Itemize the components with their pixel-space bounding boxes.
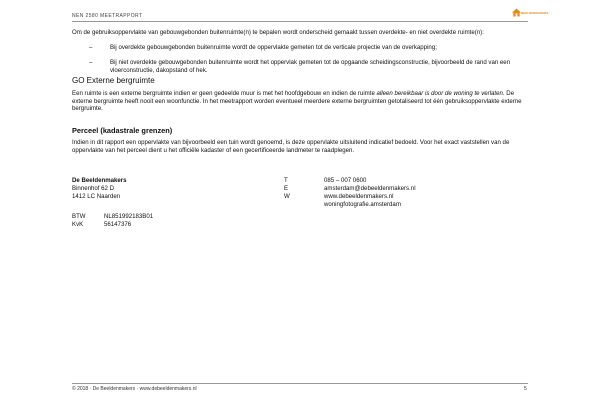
company-city: 1412 LC Naarden bbox=[72, 193, 121, 200]
email-value: amsterdam@debeeldenmakers.nl bbox=[324, 185, 416, 192]
section-title-go-externe-bergruimte: GO Externe bergruimte bbox=[72, 76, 155, 85]
web-value-secondary: woningfotografie.amsterdam bbox=[324, 201, 401, 208]
go-section-paragraph bbox=[72, 90, 532, 113]
page-number: 5 bbox=[524, 386, 527, 392]
house-logo-icon bbox=[512, 8, 521, 17]
footer-copyright: © 2018 · De Beeldenmakers · www.debeeldenmakers.nl bbox=[72, 386, 197, 392]
go-text-emphasis: alleen bereikbaar is door de woning te verlaten bbox=[376, 90, 503, 97]
company-logo bbox=[512, 8, 549, 19]
kvk-label: KvK bbox=[72, 221, 84, 228]
phone-label: T bbox=[284, 177, 288, 184]
logo-wordmark: BEELDENMAKERS bbox=[521, 11, 549, 15]
kvk-value: 56147376 bbox=[104, 221, 132, 228]
company-street: Binnenhof 62 D bbox=[72, 185, 115, 192]
list-dash: – bbox=[89, 59, 93, 66]
list-item-text: Bij niet overdekte gebouwgebonden buitenruimte wordt het oppervlak gemeten tot de opgaande scheidingsconstructie, bijvoorbeeld de rand van een vloerconstructie, dakopstand of hek. bbox=[110, 59, 511, 74]
go-text-part2: . De externe bergruimte heeft nooit een woonfunctie. In het meetrapport worden eventueel meerdere externe bergruimten getotaliseerd tot één gebruiksoppervlakte externe bergruimte. bbox=[72, 90, 522, 113]
btw-value: NL851992183B01 bbox=[104, 213, 154, 220]
perceel-paragraph: Indien in dit rapport een oppervlakte van bijvoorbeeld een tuin wordt genoemd, is deze oppervlakte uitsluitend indicatief bedoeld. Voor het exact vaststellen van de oppervlakte van het perceel dient u het officiële kadaster of een gecertificeerde landmeter te raadplegen. bbox=[72, 139, 510, 154]
list-item-text: Bij overdekte gebouwgebonden buitenruimte wordt de oppervlakte gemeten tot de verticale projectie van de overkapping; bbox=[110, 44, 437, 51]
section-title-perceel: Perceel (kadastrale grenzen) bbox=[72, 126, 173, 135]
phone-value: 085 – 007 0600 bbox=[324, 177, 367, 184]
go-text-part1: Een ruimte is een externe bergruimte indien er geen gedeelde muur is met het hoofdgebouw en indien de ruimte bbox=[72, 90, 377, 97]
footer-divider bbox=[72, 383, 528, 384]
page-header-title: NEN 2580 MEETRAPPORT bbox=[72, 13, 143, 19]
email-label: E bbox=[284, 185, 289, 192]
company-name: De Beeldenmakers bbox=[72, 177, 127, 184]
web-value: www.debeeldenmakers.nl bbox=[324, 193, 394, 200]
btw-label: BTW bbox=[72, 213, 86, 220]
web-label: W bbox=[284, 193, 290, 200]
intro-paragraph: Om de gebruiksoppervlakte van gebouwgebonden buitenruimte(n) te bepalen wordt onderscheid gemaakt tussen overdekte- en niet overdekte ruimte(n): bbox=[72, 29, 484, 36]
list-dash: – bbox=[89, 44, 93, 51]
header-divider bbox=[72, 21, 528, 22]
